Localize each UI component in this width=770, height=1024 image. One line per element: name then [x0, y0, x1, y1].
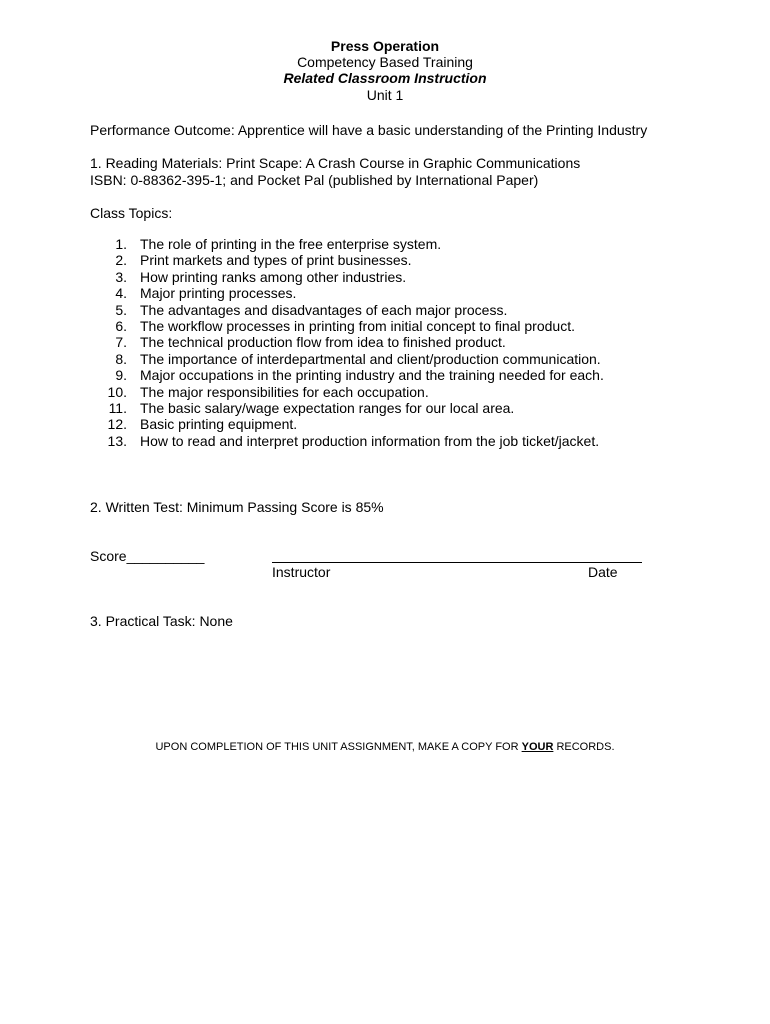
list-text: Print markets and types of print businesses.	[140, 252, 412, 269]
list-text: The role of printing in the free enterprise system.	[140, 236, 442, 252]
performance-outcome: Performance Outcome: Apprentice will have a basic understanding of the Printing Industry	[90, 122, 648, 138]
unit-label: Unit 1	[366, 87, 404, 103]
list-text: The major responsibilities for each occupation.	[140, 383, 429, 400]
completion-notice	[0, 740, 770, 754]
list-item	[105, 334, 506, 351]
list-item	[105, 236, 442, 252]
list-item	[105, 301, 508, 318]
list-number: 9.	[115, 367, 127, 384]
class-topics-label: Class Topics:	[90, 205, 173, 221]
class-topics-list	[105, 236, 604, 449]
list-text: The advantages and disadvantages of each major process.	[140, 301, 508, 318]
list-number: 8.	[115, 350, 127, 367]
list-number: 6.	[115, 317, 127, 334]
signature-line[interactable]	[272, 562, 642, 563]
practical-task: 3. Practical Task: None	[90, 613, 233, 629]
footer-emphasis: YOUR	[521, 741, 554, 753]
list-text: Major printing processes.	[140, 285, 297, 302]
list-number: 2.	[115, 252, 127, 269]
document-subtitle: Competency Based Training	[297, 54, 473, 70]
list-text: The technical production flow from idea to finished product.	[140, 334, 506, 351]
list-text: How printing ranks among other industries.	[140, 268, 407, 285]
list-number: 7.	[115, 334, 127, 351]
reading-materials: 1. Reading Materials: Print Scape: A Crash Course in Graphic Communications	[90, 155, 581, 171]
list-item	[105, 432, 600, 449]
list-item	[105, 399, 515, 416]
list-item	[105, 268, 407, 285]
instructor-label: Instructor	[272, 564, 331, 580]
list-text: The workflow processes in printing from initial concept to final product.	[140, 317, 575, 334]
score-field[interactable]: Score__________	[90, 548, 205, 564]
footer-text-end: RECORDS.	[553, 741, 615, 753]
list-text: Major occupations in the printing industry and the training needed for each.	[140, 367, 604, 384]
list-item	[105, 317, 575, 334]
list-number: 11.	[108, 399, 127, 416]
list-item	[105, 350, 601, 367]
list-number: 1.	[115, 236, 127, 252]
list-number: 3.	[115, 268, 127, 285]
list-number: 4.	[115, 285, 127, 302]
date-label: Date	[588, 564, 618, 580]
list-item	[105, 252, 412, 269]
instruction-heading: Related Classroom Instruction	[283, 70, 487, 86]
list-text: The basic salary/wage expectation ranges for our local area.	[140, 399, 515, 416]
document-title: Press Operation	[330, 38, 440, 54]
list-text: The importance of interdepartmental and client/production communication.	[140, 350, 601, 367]
list-number: 10.	[107, 383, 127, 400]
list-number: 12.	[107, 416, 127, 433]
list-item	[105, 367, 604, 384]
list-text: How to read and interpret production information from the job ticket/jacket.	[140, 432, 600, 449]
list-number: 13.	[107, 432, 127, 449]
isbn-line: ISBN: 0-88362-395-1; and Pocket Pal (published by International Paper)	[90, 172, 539, 188]
list-text: Basic printing equipment.	[140, 416, 298, 433]
list-item	[105, 383, 429, 400]
list-item	[105, 416, 298, 433]
footer-text: UPON COMPLETION OF THIS UNIT ASSIGNMENT, MAKE A COPY FOR	[155, 741, 522, 753]
list-item	[105, 285, 297, 302]
written-test: 2. Written Test: Minimum Passing Score is 85%	[90, 499, 384, 515]
list-number: 5.	[115, 301, 127, 318]
